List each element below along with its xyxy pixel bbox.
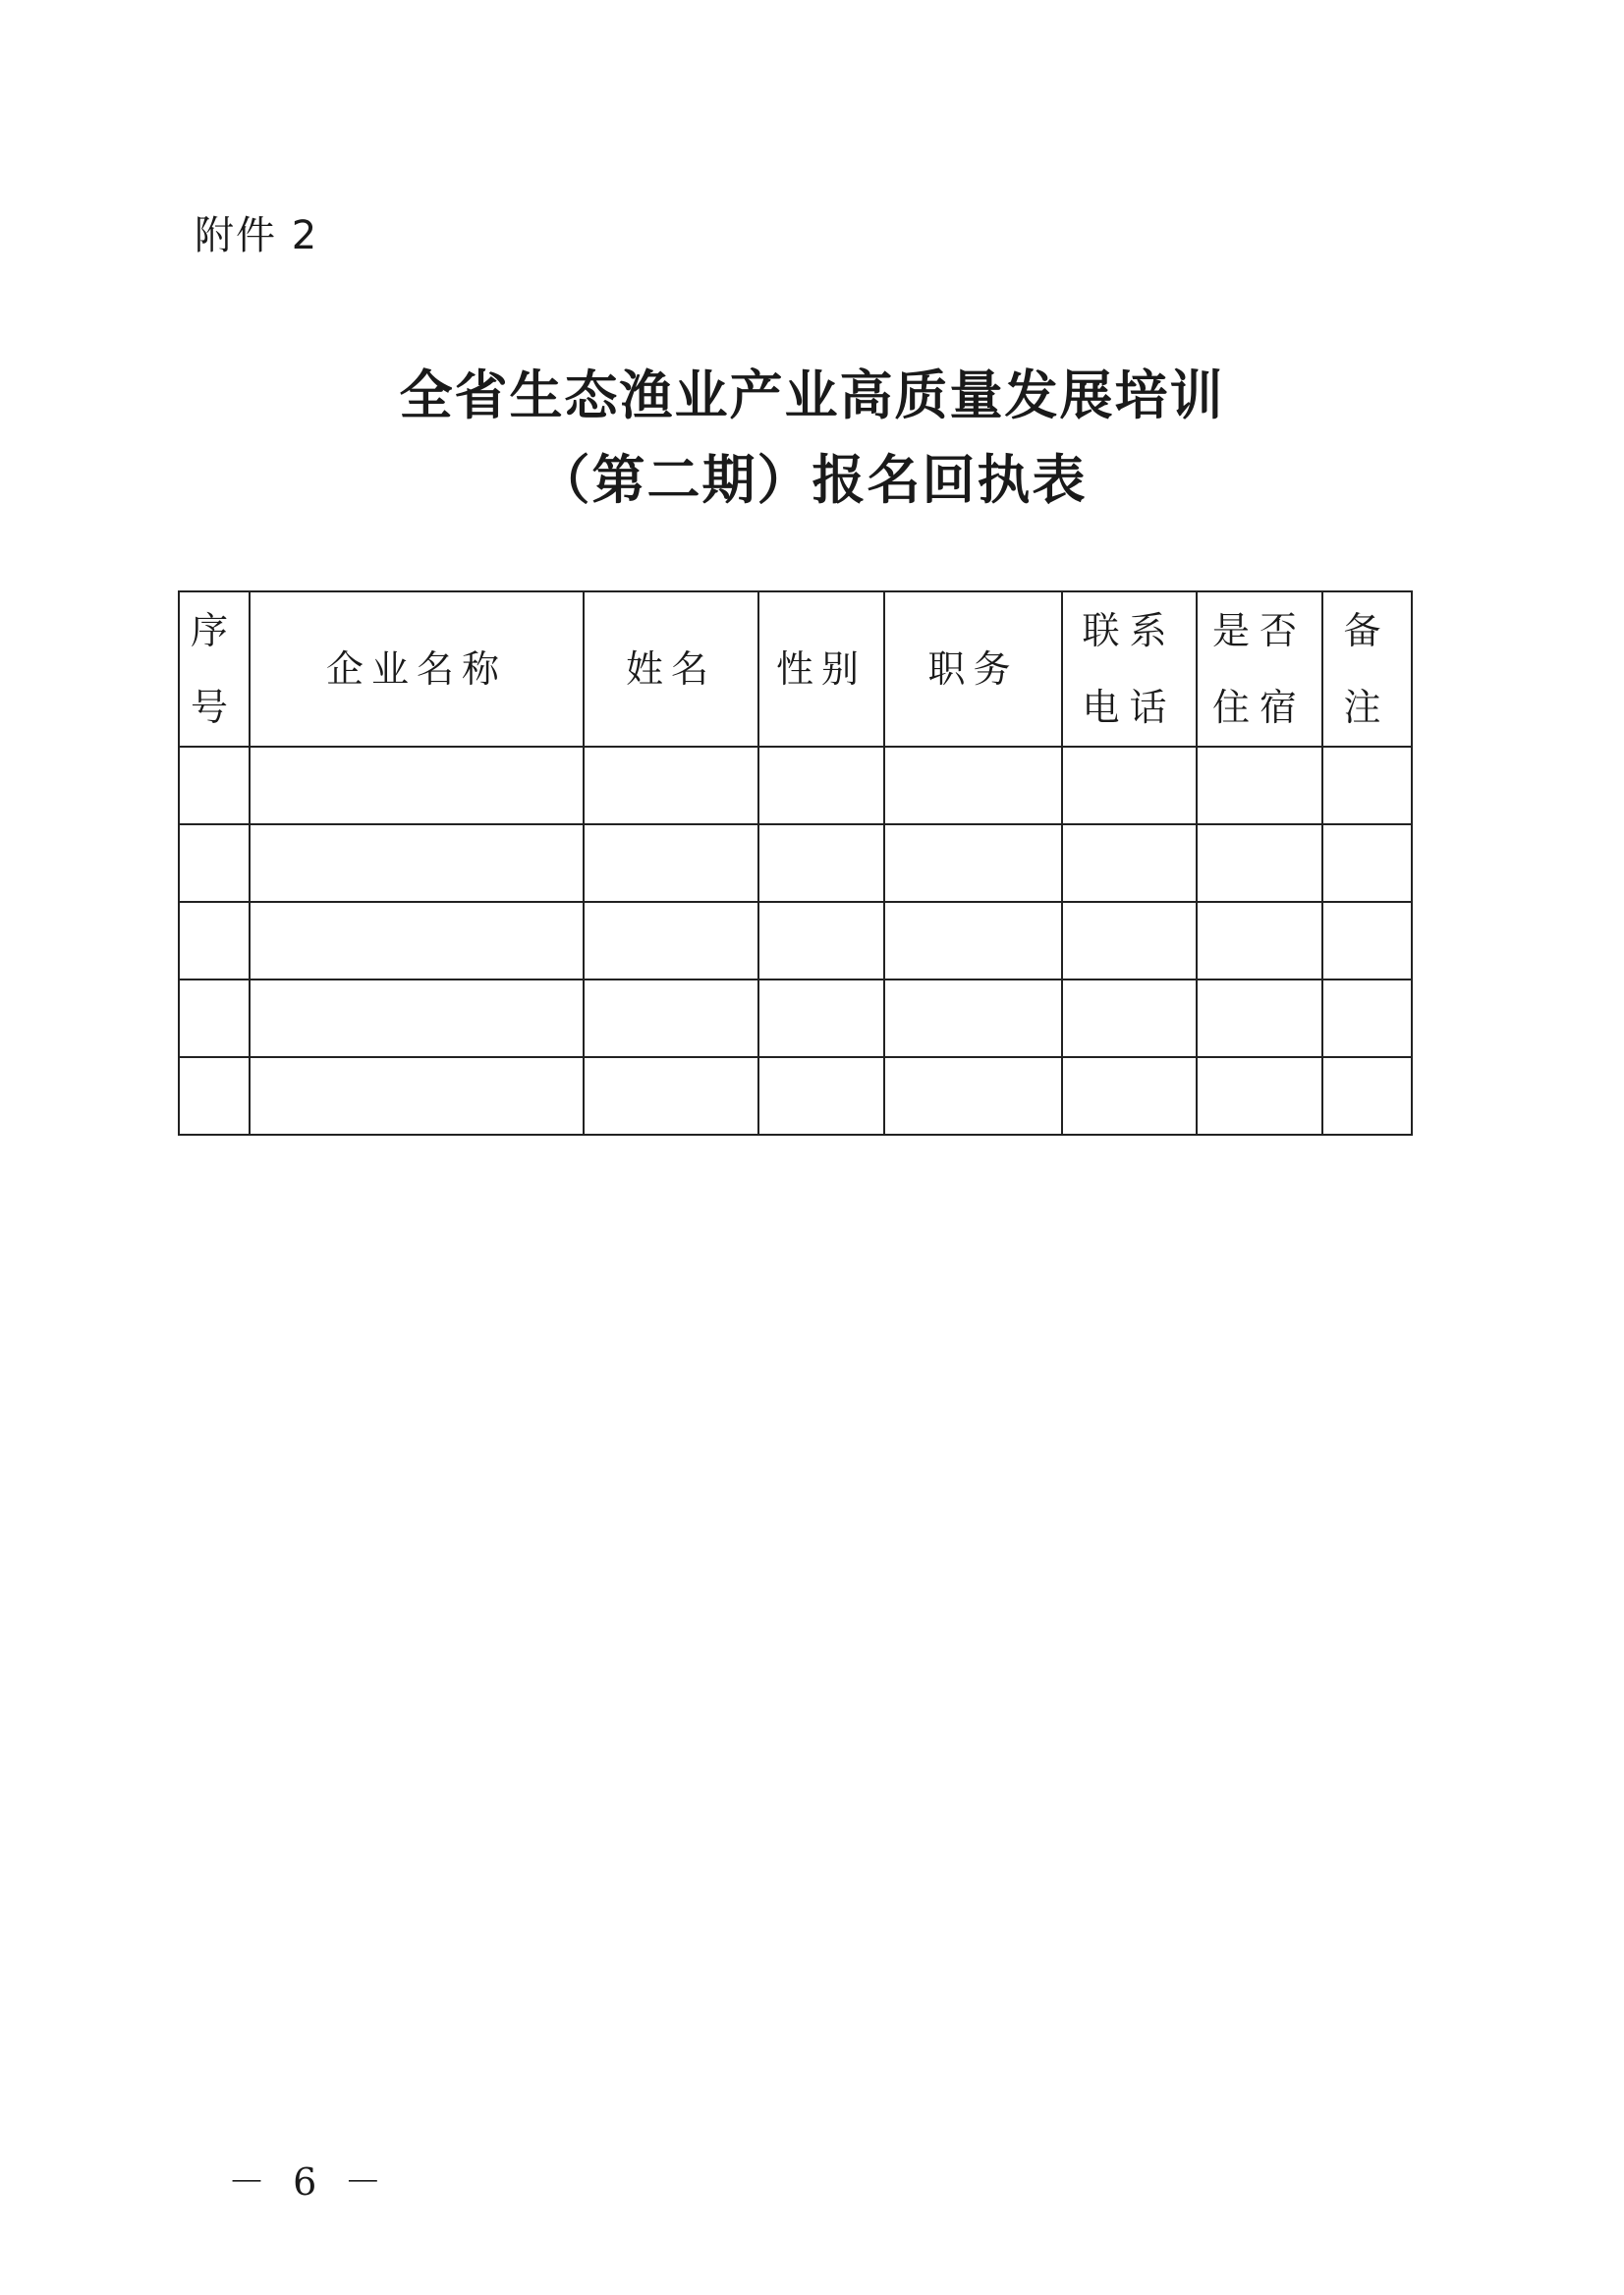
cell-company-name[interactable]: [250, 1057, 584, 1135]
cell-phone[interactable]: [1062, 747, 1197, 824]
cell-name[interactable]: [584, 1057, 758, 1135]
column-header-gender-label: 性别: [775, 647, 867, 691]
cell-phone[interactable]: [1062, 1057, 1197, 1135]
cell-remarks[interactable]: [1322, 980, 1412, 1057]
page-number: － 6 －: [228, 2160, 390, 2204]
column-header-lodging: [1197, 591, 1322, 747]
column-header-remarks: [1322, 591, 1412, 747]
cell-name[interactable]: [584, 747, 758, 824]
cell-gender[interactable]: [758, 980, 884, 1057]
cell-name[interactable]: [584, 902, 758, 980]
cell-remarks[interactable]: [1322, 1057, 1412, 1135]
cell-gender[interactable]: [758, 1057, 884, 1135]
cell-lodging[interactable]: [1197, 980, 1322, 1057]
table-row: [179, 824, 1412, 902]
document-title-line-1: 全省生态渔业产业高质量发展培训: [399, 364, 1225, 426]
cell-position[interactable]: [884, 1057, 1062, 1135]
cell-index[interactable]: [179, 902, 250, 980]
column-header-phone-line2: 电话: [1082, 686, 1177, 729]
column-header-company-name-label: 企业名称: [325, 647, 507, 691]
cell-gender[interactable]: [758, 824, 884, 902]
column-header-index-line1: 序: [190, 609, 238, 652]
cell-index[interactable]: [179, 1057, 250, 1135]
cell-company-name[interactable]: [250, 747, 584, 824]
cell-position[interactable]: [884, 747, 1062, 824]
document-title-line-2: （第二期）报名回执表: [536, 448, 1088, 511]
cell-lodging[interactable]: [1197, 824, 1322, 902]
cell-remarks[interactable]: [1322, 747, 1412, 824]
cell-position[interactable]: [884, 824, 1062, 902]
cell-gender[interactable]: [758, 902, 884, 980]
cell-position[interactable]: [884, 902, 1062, 980]
table-row: [179, 980, 1412, 1057]
column-header-company-name: [250, 591, 584, 747]
cell-remarks[interactable]: [1322, 824, 1412, 902]
column-header-index: [179, 591, 250, 747]
column-header-lodging-line1: 是否: [1211, 609, 1307, 652]
attachment-label: 附件 2: [195, 213, 319, 258]
column-header-remarks-line2: 注: [1343, 686, 1391, 729]
cell-position[interactable]: [884, 980, 1062, 1057]
column-header-name-label: 姓名: [625, 647, 716, 691]
column-header-remarks-line1: 备: [1343, 609, 1391, 652]
cell-name[interactable]: [584, 980, 758, 1057]
table-row: [179, 747, 1412, 824]
column-header-name: [584, 591, 758, 747]
cell-lodging[interactable]: [1197, 747, 1322, 824]
column-header-index-line2: 号: [190, 686, 238, 729]
cell-lodging[interactable]: [1197, 1057, 1322, 1135]
cell-company-name[interactable]: [250, 824, 584, 902]
cell-phone[interactable]: [1062, 902, 1197, 980]
cell-index[interactable]: [179, 747, 250, 824]
cell-remarks[interactable]: [1322, 902, 1412, 980]
cell-index[interactable]: [179, 824, 250, 902]
cell-index[interactable]: [179, 980, 250, 1057]
column-header-gender: [758, 591, 884, 747]
cell-phone[interactable]: [1062, 980, 1197, 1057]
table-row: [179, 902, 1412, 980]
table-header-row: [179, 591, 1412, 747]
cell-lodging[interactable]: [1197, 902, 1322, 980]
column-header-position-label: 职务: [927, 647, 1019, 691]
cell-company-name[interactable]: [250, 902, 584, 980]
column-header-phone: [1062, 591, 1197, 747]
cell-name[interactable]: [584, 824, 758, 902]
table-row: [179, 1057, 1412, 1135]
registration-receipt-table: [178, 590, 1413, 1136]
cell-gender[interactable]: [758, 747, 884, 824]
cell-company-name[interactable]: [250, 980, 584, 1057]
column-header-phone-line1: 联系: [1082, 609, 1177, 652]
column-header-lodging-line2: 住宿: [1211, 686, 1307, 729]
column-header-position: [884, 591, 1062, 747]
cell-phone[interactable]: [1062, 824, 1197, 902]
